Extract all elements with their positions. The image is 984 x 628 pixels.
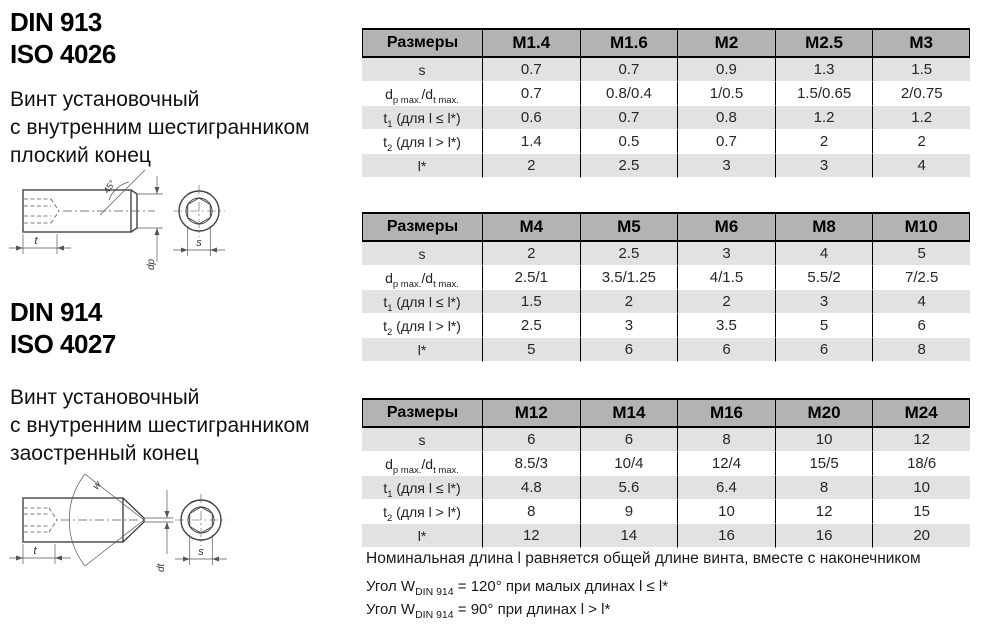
hex-socket-hidden-lines: [24, 508, 57, 532]
cone-point-screw-drawing: [5, 466, 240, 578]
cell: 2.5: [580, 154, 678, 178]
table-header-row: [362, 398, 970, 428]
header-size: M8: [775, 212, 873, 242]
header-sizes: Размеры: [362, 398, 482, 428]
cell: 15/5: [775, 452, 873, 476]
header-size: M16: [677, 398, 775, 428]
cell: 0.8: [677, 106, 775, 130]
row-label-t2: $t_2$ (для l > l*): [362, 130, 482, 154]
dimension-table-m1.4-m3: [362, 28, 970, 178]
din-number: DIN 914: [10, 297, 102, 327]
cell: 6: [677, 338, 775, 362]
arrowhead: [55, 556, 62, 561]
description-flat-point: [10, 86, 310, 170]
point-angle-label: w: [90, 479, 104, 492]
cell: 12: [775, 500, 873, 524]
header-sizes: Размеры: [362, 28, 482, 58]
cell: 8: [677, 428, 775, 452]
cell: 10: [677, 500, 775, 524]
cell: 1.2: [775, 106, 873, 130]
iso-number: ISO 4026: [10, 39, 116, 69]
cell: 2: [775, 130, 873, 154]
cell: 4: [872, 154, 970, 178]
row-label-l: l*: [362, 524, 482, 548]
standard-title-din913: [10, 6, 116, 70]
dp-dimension: [137, 176, 163, 262]
arrowhead: [183, 557, 190, 562]
cell: 8.5/3: [482, 452, 580, 476]
t-dimension-label: t: [33, 545, 37, 557]
cell: 2.5: [580, 242, 678, 266]
cell: 1/0.5: [677, 82, 775, 106]
cell: 0.7: [677, 130, 775, 154]
cell: 2: [580, 290, 678, 314]
cell: 2.5/1: [482, 266, 580, 290]
cell: 10: [775, 428, 873, 452]
arrowhead: [212, 557, 219, 562]
cell: 0.5: [580, 130, 678, 154]
cell: 4.8: [482, 476, 580, 500]
t-dimension: [9, 234, 71, 254]
cell: 6: [775, 338, 873, 362]
cell: 5: [775, 314, 873, 338]
row-label-s: s: [362, 242, 482, 266]
cell: 3: [775, 290, 873, 314]
cell: 0.8/0.4: [580, 82, 678, 106]
cell: 20: [872, 524, 970, 548]
cell: 15: [872, 500, 970, 524]
table-row-l: [362, 154, 970, 178]
header-size: M20: [775, 398, 873, 428]
table-row-l: [362, 524, 970, 548]
chamfer-angle-label: 45°: [101, 178, 118, 196]
cell: 8: [872, 338, 970, 362]
table-row-t2: [362, 314, 970, 338]
angle-note-120: Угол $W_{DIN 914} = 120^\circ$ при малых длинах l ≤ l*: [366, 578, 669, 598]
header-size: M10: [872, 212, 970, 242]
cell: 3.5: [677, 314, 775, 338]
cell: 0.7: [580, 58, 678, 82]
row-label-dp-dt: $d_{p max.}/d_{t max.}$: [362, 82, 482, 106]
din-number: DIN 913: [10, 7, 102, 37]
cell: 2: [677, 290, 775, 314]
row-label-t1: $t_1$ (для l ≤ l*): [362, 290, 482, 314]
row-label-l: l*: [362, 154, 482, 178]
arrowhead: [57, 246, 64, 251]
description-line: Винт установочный: [10, 88, 200, 111]
cell: 0.9: [677, 58, 775, 82]
arrowhead: [181, 248, 188, 253]
cell: 3: [677, 242, 775, 266]
cell: 2.5: [482, 314, 580, 338]
cell: 4/1.5: [677, 266, 775, 290]
cell: 6: [872, 314, 970, 338]
dt-dimension: [144, 490, 173, 554]
row-label-l: l*: [362, 338, 482, 362]
header-size: M6: [677, 212, 775, 242]
standard-title-din914: [10, 296, 116, 360]
s-dimension-label: s: [196, 237, 202, 249]
header-size: M14: [580, 398, 678, 428]
table-row-t1: [362, 290, 970, 314]
table-row-t2: [362, 500, 970, 524]
cell: 8: [775, 476, 873, 500]
row-label-t2: $t_2$ (для l > l*): [362, 500, 482, 524]
cell: 3: [677, 154, 775, 178]
table-row-l: [362, 338, 970, 362]
cell: 1.3: [775, 58, 873, 82]
cell: 12: [482, 524, 580, 548]
cell: 6: [580, 428, 678, 452]
cell: 9: [580, 500, 678, 524]
t-dimension-label: t: [34, 235, 38, 247]
cell: 5.6: [580, 476, 678, 500]
cell: 16: [677, 524, 775, 548]
arrowhead: [165, 522, 170, 529]
description-cone-point: [10, 384, 310, 468]
length-note: Номинальная длина l равняется общей длине винта, вместе с наконечником: [366, 550, 921, 567]
cell: 0.7: [482, 82, 580, 106]
flat-point-screw-drawing: [5, 170, 240, 275]
end-view-center-lines: [175, 494, 227, 546]
cell: 2/0.75: [872, 82, 970, 106]
cell: 12/4: [677, 452, 775, 476]
arrowhead: [165, 511, 170, 518]
header-size: M2.5: [775, 28, 873, 58]
arrowhead: [16, 246, 23, 251]
table-row-s: [362, 58, 970, 82]
cell: 4: [872, 290, 970, 314]
dimension-table-m4-m10: [362, 212, 970, 362]
description-line: с внутренним шестигранником: [10, 116, 310, 139]
cell: 1.4: [482, 130, 580, 154]
cell: 5: [872, 242, 970, 266]
cell: 8: [482, 500, 580, 524]
cell: 7/2.5: [872, 266, 970, 290]
header-size: M12: [482, 398, 580, 428]
cell: 2: [482, 242, 580, 266]
cell: 1.5: [482, 290, 580, 314]
cell: 2: [482, 154, 580, 178]
cell: 5.5/2: [775, 266, 873, 290]
table-row-s: [362, 242, 970, 266]
cell: 3.5/1.25: [580, 266, 678, 290]
cell: 3: [775, 154, 873, 178]
header-size: M2: [677, 28, 775, 58]
cell: 5: [482, 338, 580, 362]
arrowhead: [155, 228, 160, 235]
arrowhead: [155, 187, 160, 194]
table-row-t2: [362, 130, 970, 154]
dp-dimension-label: dp: [146, 258, 157, 270]
cell: 0.7: [482, 58, 580, 82]
dt-dimension-label: dt: [156, 563, 167, 572]
cell: 16: [775, 524, 873, 548]
table-header-row: [362, 28, 970, 58]
cell: 4: [775, 242, 873, 266]
cell: 1.5: [872, 58, 970, 82]
cell: 14: [580, 524, 678, 548]
table-row-s: [362, 428, 970, 452]
cell: 2: [872, 130, 970, 154]
cell: 6: [580, 338, 678, 362]
cell: 1.5/0.65: [775, 82, 873, 106]
table-row-dp-dt: [362, 452, 970, 476]
cell: 0.7: [580, 106, 678, 130]
cell: 0.6: [482, 106, 580, 130]
cell: 12: [872, 428, 970, 452]
arrowhead: [16, 556, 23, 561]
angle-note-90: Угол $W_{DIN 914} = 90^\circ$ при длинах l > l*: [366, 601, 611, 621]
row-label-t1: $t_1$ (для l ≤ l*): [362, 106, 482, 130]
header-sizes: Размеры: [362, 212, 482, 242]
description-line: Винт установочный: [10, 386, 200, 409]
header-size: M5: [580, 212, 678, 242]
description-line: плоский конец: [10, 144, 151, 167]
cell: 10: [872, 476, 970, 500]
row-label-s: s: [362, 58, 482, 82]
description-line: заостренный конец: [10, 442, 199, 465]
s-dimension-label: s: [198, 546, 204, 558]
arrowhead: [210, 248, 217, 253]
table-row-t1: [362, 106, 970, 130]
cell: 10/4: [580, 452, 678, 476]
row-label-dp-dt: $d_{p max.}/d_{t max.}$: [362, 266, 482, 290]
header-size: M1.4: [482, 28, 580, 58]
description-line: с внутренним шестигранником: [10, 414, 310, 437]
table-row-t1: [362, 476, 970, 500]
cell: 3: [580, 314, 678, 338]
header-size: M4: [482, 212, 580, 242]
table-row-dp-dt: [362, 266, 970, 290]
cell: 6.4: [677, 476, 775, 500]
row-label-s: s: [362, 428, 482, 452]
row-label-t2: $t_2$ (для l > l*): [362, 314, 482, 338]
header-size: M24: [872, 398, 970, 428]
dimension-table-m12-m24: [362, 398, 970, 548]
cell: 18/6: [872, 452, 970, 476]
table-row-dp-dt: [362, 82, 970, 106]
t-dimension: [9, 544, 71, 564]
header-size: M3: [872, 28, 970, 58]
hex-socket-hidden-lines: [24, 199, 59, 223]
row-label-t1: $t_1$ (для l ≤ l*): [362, 476, 482, 500]
cell: 1.2: [872, 106, 970, 130]
table-header-row: [362, 212, 970, 242]
header-size: M1.6: [580, 28, 678, 58]
iso-number: ISO 4027: [10, 329, 116, 359]
end-view-center-lines: [173, 185, 225, 237]
row-label-dp-dt: $d_{p max.}/d_{t max.}$: [362, 452, 482, 476]
cell: 6: [482, 428, 580, 452]
